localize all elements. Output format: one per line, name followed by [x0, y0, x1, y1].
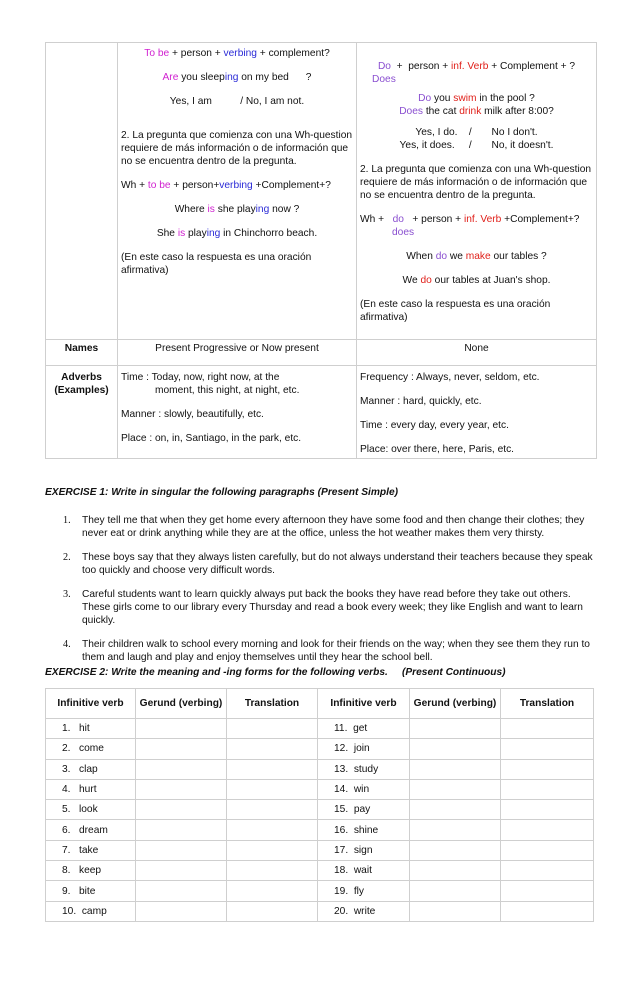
verb-cell: 20. write: [318, 901, 410, 921]
do-example-2: Does the cat drink milk after 8:00?: [399, 106, 554, 117]
header-translation: Translation: [227, 689, 318, 719]
translation-answer-cell[interactable]: [227, 881, 318, 901]
adverbs-label: Adverbs (Examples): [46, 366, 118, 459]
list-item: 2. These boys say that they always listen carefully, but do not always understand their teachers because they speak too quickly and choose very difficult words.: [63, 552, 593, 576]
gerund-answer-cell[interactable]: [410, 800, 501, 820]
verb-cell: 19. fly: [318, 881, 410, 901]
names-right: None: [357, 340, 597, 366]
do-answer-2: Yes, it does. / No, it doesn't.: [399, 140, 554, 151]
gerund-answer-cell[interactable]: [136, 820, 227, 840]
exercise2-title: EXERCISE 2: Write the meaning and -ing forms for the following verbs. (Present Continuous): [45, 667, 506, 678]
translation-answer-cell[interactable]: [501, 840, 594, 860]
verbs-header-row: [46, 689, 594, 719]
structure-row: [46, 43, 597, 340]
gerund-answer-cell[interactable]: [136, 779, 227, 799]
translation-answer-cell[interactable]: [501, 861, 594, 881]
translation-answer-cell[interactable]: [501, 820, 594, 840]
gerund-answer-cell[interactable]: [410, 820, 501, 840]
verb-cell: 2. come: [46, 739, 136, 759]
verb-cell: 11. get: [318, 719, 410, 739]
translation-answer-cell[interactable]: [501, 901, 594, 921]
names-row: [46, 340, 597, 366]
table-row: [46, 739, 594, 759]
verb-cell: 15. pay: [318, 800, 410, 820]
exercise1-title: EXERCISE 1: Write in singular the following paragraphs (Present Simple): [45, 487, 399, 498]
gerund-answer-cell[interactable]: [136, 861, 227, 881]
header-translation-2: Translation: [501, 689, 594, 719]
translation-answer-cell[interactable]: [227, 800, 318, 820]
header-infinitive-2: Infinitive verb: [318, 689, 410, 719]
do-formula: Do + person + inf. Verb + Complement + ?: [377, 61, 576, 72]
adverbs-right: Frequency : Always, never, seldom, etc. Manner : hard, quickly, etc. Time : every day, every year, etc. Place: over there, here, Paris, etc.: [357, 366, 597, 459]
wh-example-right-2: We do our tables at Juan's shop.: [402, 275, 551, 286]
verbs-table: [45, 688, 594, 922]
verb-cell: 9. bite: [46, 881, 136, 901]
translation-answer-cell[interactable]: [227, 759, 318, 779]
translation-answer-cell[interactable]: [501, 739, 594, 759]
gerund-answer-cell[interactable]: [136, 881, 227, 901]
verb-cell: 13. study: [318, 759, 410, 779]
does-label-2: does: [392, 227, 415, 238]
verb-cell: 7. take: [46, 840, 136, 860]
translation-answer-cell[interactable]: [501, 719, 594, 739]
gerund-answer-cell[interactable]: [136, 719, 227, 739]
header-infinitive: Infinitive verb: [46, 689, 136, 719]
translation-answer-cell[interactable]: [227, 719, 318, 739]
gerund-answer-cell[interactable]: [410, 881, 501, 901]
grammar-comparison-table: [45, 42, 597, 459]
does-label: Does: [372, 74, 396, 85]
translation-answer-cell[interactable]: [227, 739, 318, 759]
gerund-answer-cell[interactable]: [410, 840, 501, 860]
table-row: [46, 800, 594, 820]
empty-label-cell: [46, 43, 118, 340]
wh-explanation-right: 2. La pregunta que comienza con una Wh-question requiere de más información o de información que no se encuentra dentro de la pregunta.: [360, 164, 592, 201]
verb-cell: 16. shine: [318, 820, 410, 840]
translation-answer-cell[interactable]: [227, 820, 318, 840]
verb-cell: 18. wait: [318, 861, 410, 881]
note-right: (En este caso la respuesta es una oración afirmativa): [360, 299, 551, 323]
verb-cell: 10. camp: [46, 901, 136, 921]
names-label: Names: [46, 340, 118, 366]
adverbs-left: Time : Today, now, right now, at the moment, this night, at night, etc. Manner : slowly, beautifully, etc. Place : on, in, Santiago, in the park, etc.: [118, 366, 357, 459]
table-row: [46, 881, 594, 901]
table-row: [46, 840, 594, 860]
wh-example-left-2: She is playing in Chinchorro beach.: [156, 228, 318, 239]
exercise1-list: [45, 514, 595, 675]
gerund-answer-cell[interactable]: [410, 901, 501, 921]
translation-answer-cell[interactable]: [501, 800, 594, 820]
table-row: [46, 779, 594, 799]
wh-explanation-left: 2. La pregunta que comienza con una Wh-question requiere de más información o de información que no se encuentra dentro de la pregunta.: [121, 130, 353, 167]
do-answer-1: Yes, I do. / No I don't.: [415, 127, 538, 138]
table-row: [46, 820, 594, 840]
verb-cell: 1. hit: [46, 719, 136, 739]
simple-structure-cell: [357, 43, 597, 340]
wh-formula-right: Wh + do + person + inf. Verb +Complement+?: [360, 214, 580, 225]
translation-answer-cell[interactable]: [227, 901, 318, 921]
gerund-answer-cell[interactable]: [136, 759, 227, 779]
table-row: [46, 759, 594, 779]
translation-answer-cell[interactable]: [227, 861, 318, 881]
gerund-answer-cell[interactable]: [410, 861, 501, 881]
to-be-formula: To be + person + verbing + complement?: [144, 48, 330, 59]
progressive-structure-cell: [118, 43, 357, 340]
verb-cell: 4. hurt: [46, 779, 136, 799]
gerund-answer-cell[interactable]: [136, 800, 227, 820]
list-item: 3. Careful students want to learn quickly always put back the books they have read before they take out others. These girls come to our library every Thursday and read a book every week; they like English and want to learn quickly.: [63, 589, 583, 626]
note-left: (En este caso la respuesta es una oración afirmativa): [121, 252, 312, 276]
gerund-answer-cell[interactable]: [410, 779, 501, 799]
list-item: 4. Their children walk to school every morning and look for their friends on the way; when they see them they run to them and laugh and play and enjoy themselves until they hear the school bell.: [63, 639, 590, 663]
verb-cell: 14. win: [318, 779, 410, 799]
gerund-answer-cell[interactable]: [136, 901, 227, 921]
to-be-example: Are you sleeping on my bed ?: [162, 72, 312, 83]
gerund-answer-cell[interactable]: [410, 739, 501, 759]
verb-cell: 17. sign: [318, 840, 410, 860]
translation-answer-cell[interactable]: [501, 759, 594, 779]
translation-answer-cell[interactable]: [501, 881, 594, 901]
verb-cell: 3. clap: [46, 759, 136, 779]
table-row: [46, 719, 594, 739]
verb-cell: 5. look: [46, 800, 136, 820]
do-example-1: Do you swim in the pool ?: [418, 93, 535, 104]
translation-answer-cell[interactable]: [227, 840, 318, 860]
header-gerund: Gerund (verbing): [136, 689, 227, 719]
gerund-answer-cell[interactable]: [136, 739, 227, 759]
gerund-answer-cell[interactable]: [136, 840, 227, 860]
names-left: Present Progressive or Now present: [118, 340, 357, 366]
verb-cell: 6. dream: [46, 820, 136, 840]
translation-answer-cell[interactable]: [501, 779, 594, 799]
table-row: [46, 901, 594, 921]
list-item: 1. They tell me that when they get home every afternoon they have some food and then change their clothes; they never eat or drink anything while they are at the office, unless the hot weather makes them very thirsty.: [63, 515, 585, 539]
gerund-answer-cell[interactable]: [410, 719, 501, 739]
verb-cell: 12. join: [318, 739, 410, 759]
header-gerund-2: Gerund (verbing): [410, 689, 501, 719]
wh-example-right-1: When do we make our tables ?: [406, 251, 547, 262]
adverbs-row: [46, 366, 597, 459]
gerund-answer-cell[interactable]: [410, 759, 501, 779]
wh-example-left-1: Where is she playing now ?: [174, 204, 300, 215]
verb-cell: 8. keep: [46, 861, 136, 881]
wh-formula-left: Wh + to be + person+verbing +Complement+?: [121, 180, 331, 191]
table-row: [46, 861, 594, 881]
translation-answer-cell[interactable]: [227, 779, 318, 799]
to-be-answers: Yes, I am / No, I am not.: [169, 96, 305, 107]
